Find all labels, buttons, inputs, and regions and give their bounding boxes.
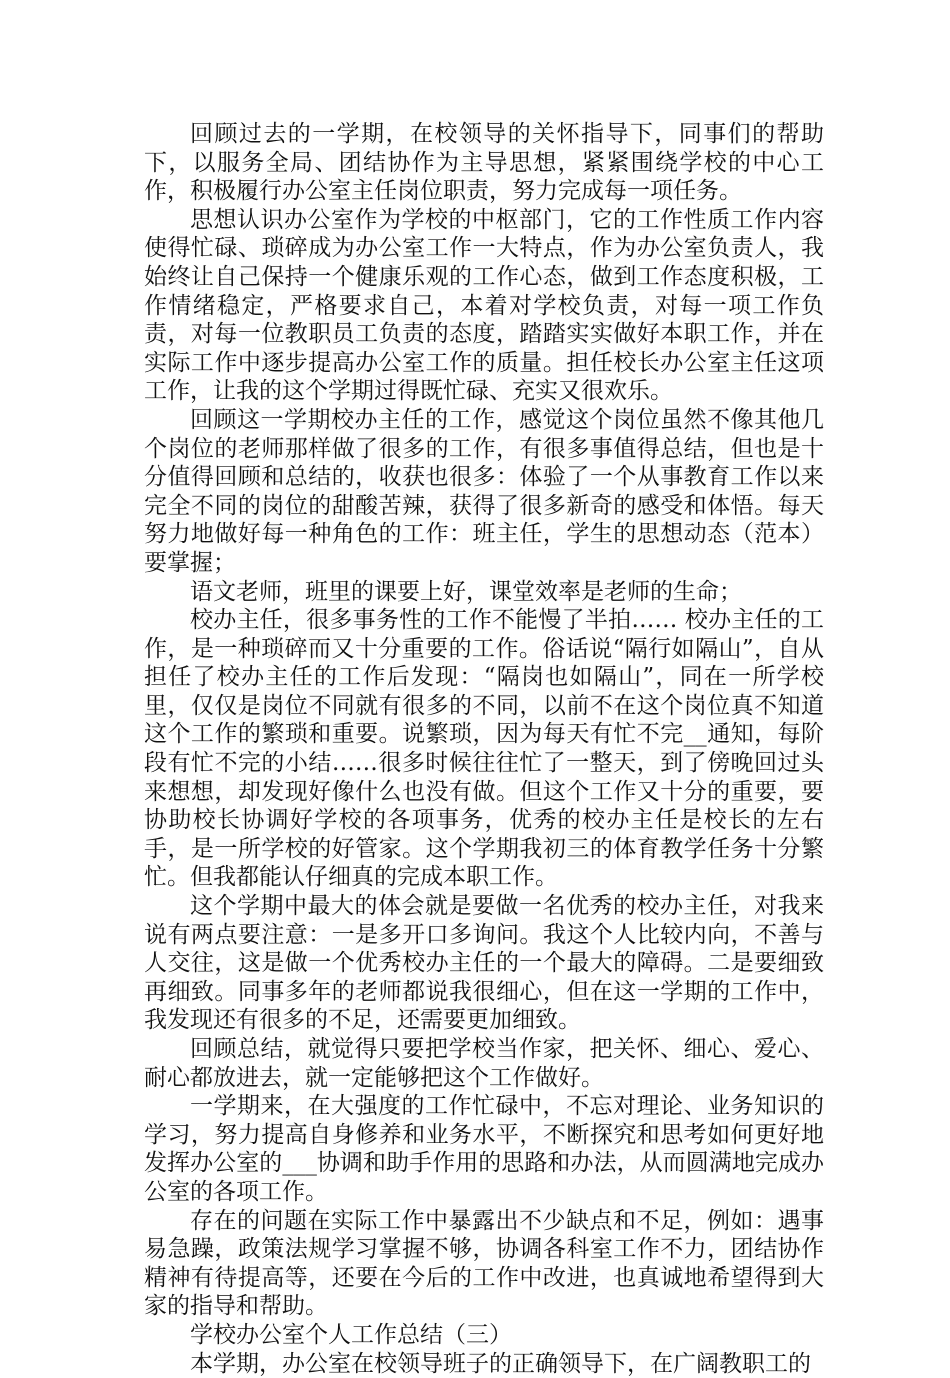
paragraph-6: 这个学期中最大的体会就是要做一名优秀的校办主任，对我来说有两点要注意：一是多开口多询问。我这个人比较内向，不善与人交往，这是做一个优秀校办主任的一个最大的障碍。二是要细致再细致。同事多年的老师都说我很细心，但在这一学期的工作中，我发现还有很多的不足，还需要更加细致。: [144, 893, 824, 1034]
document-page: [144, 120, 824, 1378]
paragraph-8: 一学期来，在大强度的工作忙碌中，不忘对理论、业务知识的学习，努力提高自身修养和业务水平，不断探究和思考如何更好地发挥办公室的___协调和助手作用的思路和办法，从而圆满地完成办公室的各项工作。: [144, 1093, 824, 1205]
paragraph-7: 回顾总结，就觉得只要把学校当作家，把关怀、细心、爱心、耐心都放进去，就一定能够把这个工作做好。: [144, 1036, 824, 1091]
section-title: 学校办公室个人工作总结（三）: [190, 1321, 512, 1348]
paragraph-1: 回顾过去的一学期，在校领导的关怀指导下，同事们的帮助下，以服务全局、团结协作为主导思想，紧紧围绕学校的中心工作，积极履行办公室主任岗位职责，努力完成每一项任务。: [144, 121, 824, 205]
paragraph-5: 校办主任，很多事务性的工作不能慢了半拍…… 校办主任的工作，是一种琐碎而又十分重要的工作。俗话说“隔行如隔山”，自从担任了校办主任的工作后发现：“隔岗也如隔山”，同在一所学校里，仅仅是岗位不同就有很多的不同，以前不在这个岗位真不知道这个工作的繁琐和重要。说繁琐，因为每天有忙不完__通知，每阶段有忙不完的小结……很多时候往往忙了一整天，到了傍晚回过头来想想，却发现好像什么也没有做。但这个工作又十分的重要，要协助校长协调好学校的各项事务，优秀的校办主任是校长的左右手，是一所学校的好管家。这个学期我初三的体育教学任务十分繁忙。但我都能认仔细真的完成本职工作。: [144, 607, 824, 891]
paragraph-3: 回顾这一学期校办主任的工作，感觉这个岗位虽然不像其他几个岗位的老师那样做了很多的工作，有很多事值得总结，但也是十分值得回顾和总结的，收获也很多：体验了一个从事教育工作以来完全不同的岗位的甜酸苦辣，获得了很多新奇的感受和体悟。每天努力地做好每一种角色的工作：班主任，学生的思想动态（范本）要掌握；: [144, 406, 824, 576]
paragraph-10: 本学期，办公室在校领导班子的正确领导下，在广阔教职工的: [190, 1350, 811, 1377]
paragraph-4: 语文老师，班里的课要上好，课堂效率是老师的生命；: [190, 578, 742, 605]
paragraph-2: 思想认识办公室作为学校的中枢部门，它的工作性质工作内容使得忙碌、琐碎成为办公室工作一大特点，作为办公室负责人，我始终让自己保持一个健康乐观的工作心态，做到工作态度积极，工作情绪稳定，严格要求自己，本着对学校负责，对每一项工作负责，对每一位教职员工负责的态度，踏踏实实做好本职工作，并在实际工作中逐步提高办公室工作的质量。担任校长办公室主任这项工作，让我的这个学期过得既忙碌、充实又很欢乐。: [144, 206, 824, 405]
paragraph-9: 存在的问题在实际工作中暴露出不少缺点和不足，例如：遇事易急躁，政策法规学习掌握不够，协调各科室工作不力，团结协作精神有待提高等，还要在今后的工作中改进，也真诚地希望得到大家的指导和帮助。: [144, 1207, 824, 1320]
